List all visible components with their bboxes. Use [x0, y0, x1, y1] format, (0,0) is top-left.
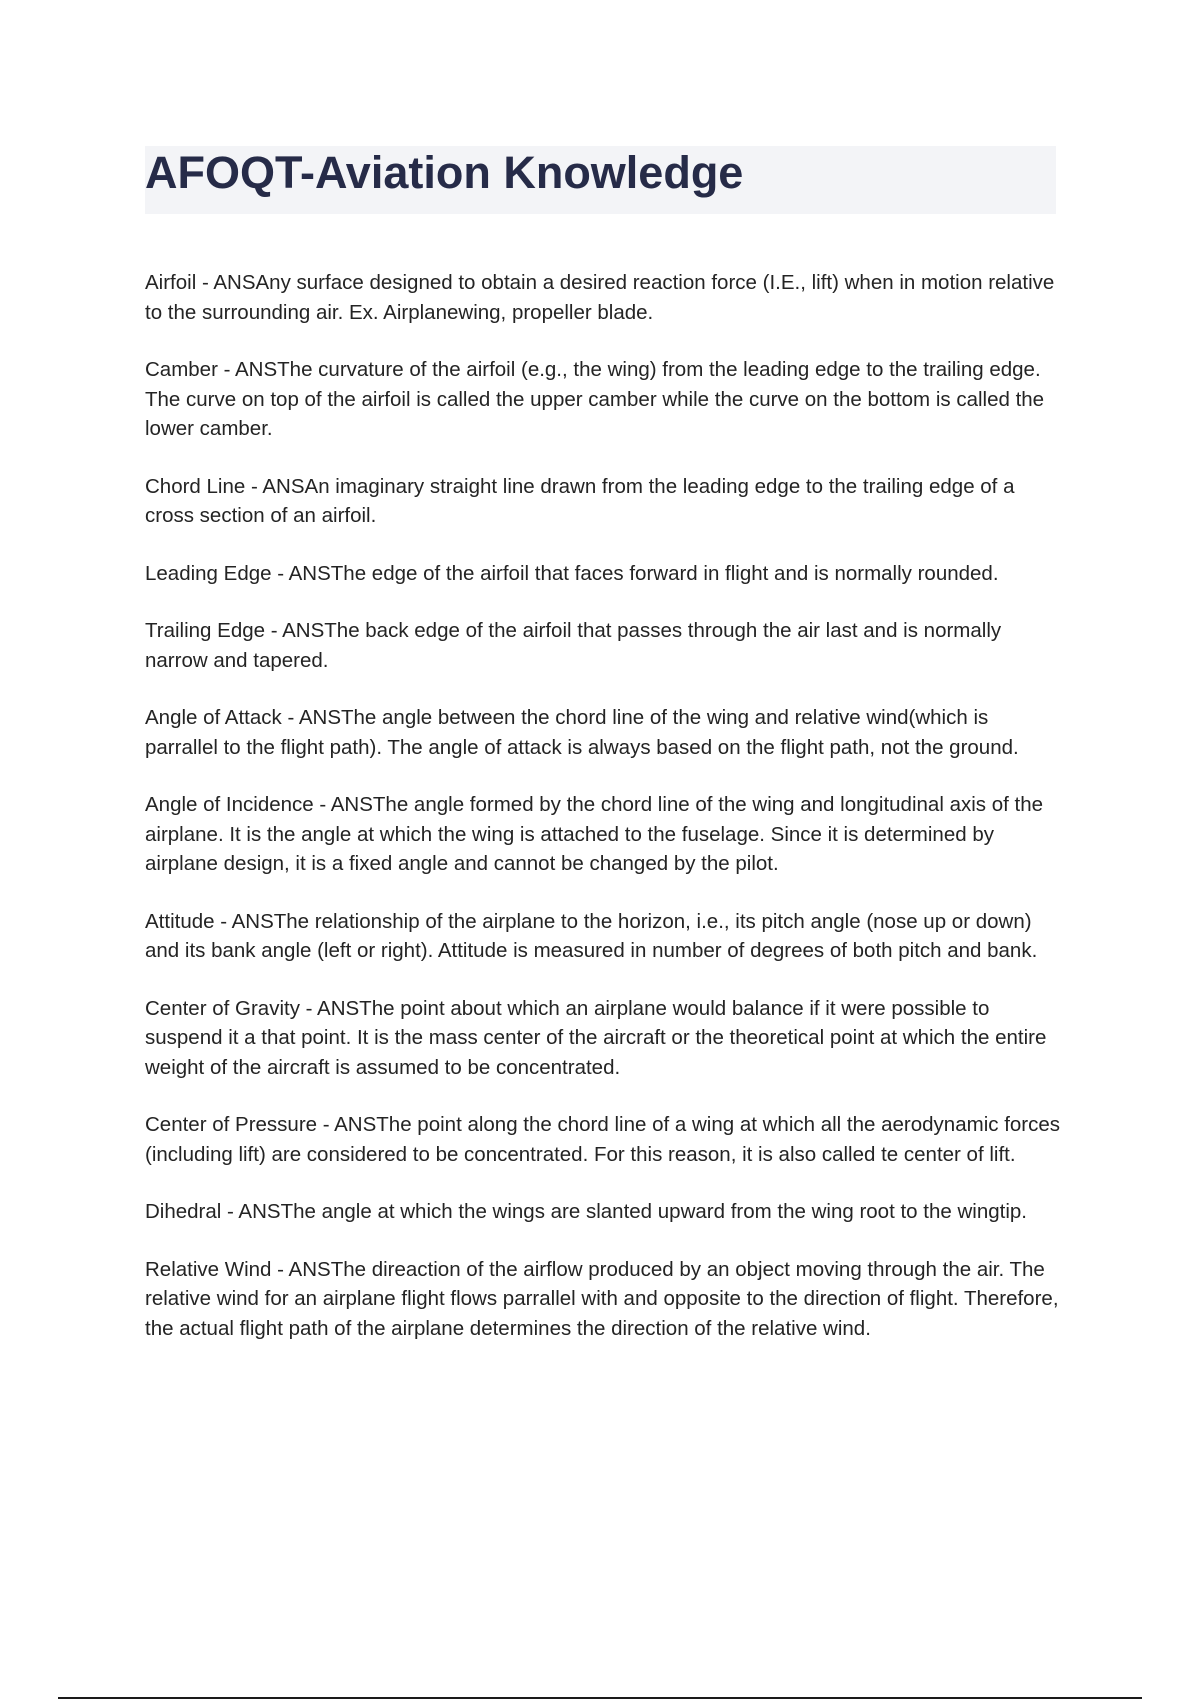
entry-chord-line: Chord Line - ANSAn imaginary straight line drawn from the leading edge to the trailing edge of a cross section of an airfoil.	[145, 474, 1015, 527]
entry-angle-of-incidence: Angle of Incidence - ANSThe angle formed by the chord line of the wing and longitudinal axis of the airplane. It is the angle at which the wing is attached to the fuselage. Since it is determined by airplane design, it is a fixed angle and cannot be changed by the pilot.	[145, 793, 1044, 875]
entry-relative-wind: Relative Wind - ANSThe direaction of the airflow produced by an object moving through the air. The relative wind for an airplane flight flows parrallel with and opposite to the direction of flight. Therefore, the actual flight path of the airplane determines the direction of the relative wind.	[145, 1257, 1059, 1340]
flashcard-list	[145, 268, 1065, 1371]
document-title: AFOQT-Aviation Knowledge	[145, 147, 744, 198]
entry-dihedral: Dihedral - ANSThe angle at which the wings are slanted upward from the wing root to the wingtip.	[145, 1200, 1027, 1223]
entry-camber: Camber - ANSThe curvature of the airfoil (e.g., the wing) from the leading edge to the trailing edge. The curve on top of the airfoil is called the upper camber while the curve on the bottom is called the lower camber.	[145, 358, 1045, 440]
entry-trailing-edge: Trailing Edge - ANSThe back edge of the airfoil that passes through the air last and is normally narrow and tapered.	[145, 619, 1002, 672]
entry-center-of-gravity: Center of Gravity - ANSThe point about which an airplane would balance if it were possible to suspend it a that point. It is the mass center of the aircraft or the theoretical point at which the entire weight of the aircraft is assumed to be concentrated.	[145, 996, 1047, 1079]
entry-center-of-pressure: Center of Pressure - ANSThe point along the chord line of a wing at which all the aerodynamic forces (including lift) are considered to be concentrated. For this reason, it is also called te center of lift.	[145, 1113, 1061, 1166]
entry-attitude: Attitude - ANSThe relationship of the airplane to the horizon, i.e., its pitch angle (nose up or down) and its bank angle (left or right). Attitude is measured in number of degrees of both pitch and bank.	[145, 909, 1038, 962]
entry-angle-of-attack: Angle of Attack - ANSThe angle between the chord line of the wing and relative wind(which is parrallel to the flight path). The angle of attack is always based on the flight path, not the ground.	[145, 706, 1019, 759]
page-bottom-divider	[58, 1697, 1142, 1699]
entry-airfoil: Airfoil - ANSAny surface designed to obtain a desired reaction force (I.E., lift) when in motion relative to the surrounding air. Ex. Airplanewing, propeller blade.	[145, 271, 1055, 324]
entry-leading-edge: Leading Edge - ANSThe edge of the airfoil that faces forward in flight and is normally rounded.	[145, 561, 999, 585]
